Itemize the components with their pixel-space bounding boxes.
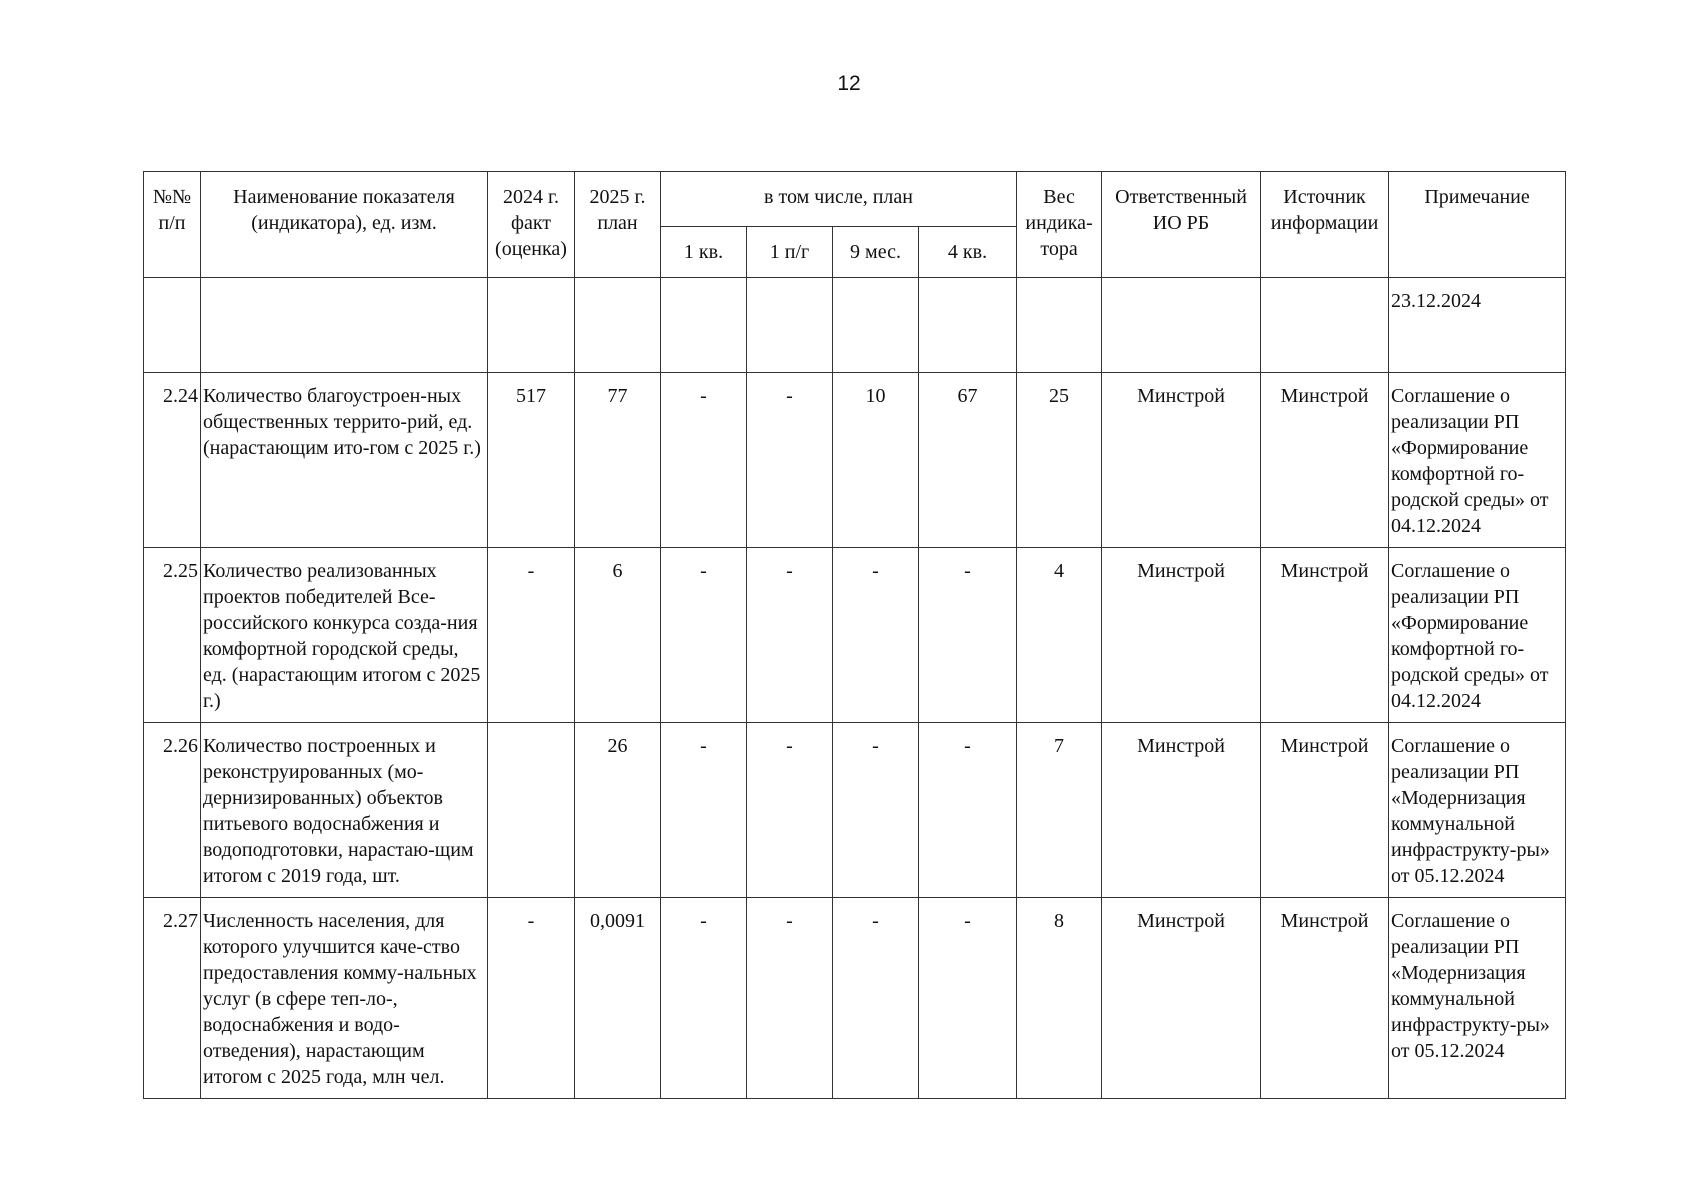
header-9-months: 9 мес.: [833, 227, 919, 278]
table-row: [144, 373, 1566, 548]
cell-source: Минстрой: [1261, 723, 1389, 898]
cell-q1: -: [661, 898, 747, 1099]
cell-fact-2024: 517: [488, 373, 575, 548]
header-note: Примечание: [1389, 172, 1566, 278]
cell-name: Количество благоустроен-ных общественных террито-рий, ед. (нарастающим ито-гом с 2025 г.): [201, 373, 488, 548]
cell-plan-2025: 6: [575, 548, 661, 723]
cell-h1: -: [747, 548, 833, 723]
header-responsible: Ответственный ИО РБ: [1102, 172, 1261, 278]
cell-num: 2.26: [144, 723, 201, 898]
cell-note: Соглашение о реализации РП «Модернизация коммунальной инфраструкту-ры» от 05.12.2024: [1389, 898, 1566, 1099]
table-row: [144, 548, 1566, 723]
cell-weight: 25: [1017, 373, 1102, 548]
cell-weight: 7: [1017, 723, 1102, 898]
cell-h1: -: [747, 373, 833, 548]
cell-num: 2.27: [144, 898, 201, 1099]
cell-num: [144, 278, 201, 373]
cell-h1: -: [747, 723, 833, 898]
header-name: Наименование показателя (индикатора), ед. изм.: [201, 172, 488, 278]
cell-h1: -: [747, 898, 833, 1099]
cell-plan-2025: [575, 278, 661, 373]
cell-note: 23.12.2024: [1389, 278, 1566, 373]
cell-q4: [919, 278, 1017, 373]
cell-weight: 4: [1017, 548, 1102, 723]
cell-source: [1261, 278, 1389, 373]
cell-source: Минстрой: [1261, 373, 1389, 548]
header-q4: 4 кв.: [919, 227, 1017, 278]
cell-name: [201, 278, 488, 373]
cell-responsible: Минстрой: [1102, 373, 1261, 548]
header-fact-2024: 2024 г. факт (оценка): [488, 172, 575, 278]
cell-responsible: [1102, 278, 1261, 373]
cell-name: Количество построенных и реконструированных (мо-дернизированных) объектов питьевого водоснабжения и водоподготовки, нарастаю-щим итогом с 2019 года, шт.: [201, 723, 488, 898]
cell-weight: 8: [1017, 898, 1102, 1099]
cell-q1: [661, 278, 747, 373]
cell-h1: [747, 278, 833, 373]
cell-responsible: Минстрой: [1102, 898, 1261, 1099]
table-header: [144, 172, 1566, 278]
cell-q1: -: [661, 548, 747, 723]
cell-name: Количество реализованных проектов победителей Все-российского конкурса созда-ния комфортной городской среды, ед. (нарастающим итогом с 2025 г.): [201, 548, 488, 723]
cell-responsible: Минстрой: [1102, 723, 1261, 898]
cell-num: 2.25: [144, 548, 201, 723]
cell-q4: 67: [919, 373, 1017, 548]
table-row: [144, 898, 1566, 1099]
header-num: №№ п/п: [144, 172, 201, 278]
cell-responsible: Минстрой: [1102, 548, 1261, 723]
cell-9-months: -: [833, 723, 919, 898]
cell-fact-2024: -: [488, 898, 575, 1099]
cell-fact-2024: -: [488, 548, 575, 723]
table-row-continued: [144, 278, 1566, 373]
cell-q1: -: [661, 373, 747, 548]
cell-source: Минстрой: [1261, 898, 1389, 1099]
header-h1: 1 п/г: [747, 227, 833, 278]
header-source: Источник информации: [1261, 172, 1389, 278]
header-weight: Вес индика-тора: [1017, 172, 1102, 278]
cell-q4: -: [919, 898, 1017, 1099]
cell-fact-2024: [488, 723, 575, 898]
cell-9-months: 10: [833, 373, 919, 548]
cell-plan-2025: 26: [575, 723, 661, 898]
cell-num: 2.24: [144, 373, 201, 548]
cell-weight: [1017, 278, 1102, 373]
cell-note: Соглашение о реализации РП «Модернизация коммунальной инфраструкту-ры» от 05.12.2024: [1389, 723, 1566, 898]
cell-note: Соглашение о реализации РП «Формирование комфортной го-родской среды» от 04.12.2024: [1389, 373, 1566, 548]
cell-name: Численность населения, для которого улучшится каче-ство предоставления комму-нальных услуг (в сфере теп-ло-, водоснабжения и водо-отведения), нарастающим итогом с 2025 года, млн чел.: [201, 898, 488, 1099]
cell-9-months: -: [833, 548, 919, 723]
table-body: [144, 278, 1566, 1099]
cell-plan-2025: 77: [575, 373, 661, 548]
cell-q4: -: [919, 548, 1017, 723]
cell-9-months: [833, 278, 919, 373]
header-plan-2025: 2025 г. план: [575, 172, 661, 278]
indicators-table: [143, 171, 1566, 1099]
cell-q1: -: [661, 723, 747, 898]
cell-plan-2025: 0,0091: [575, 898, 661, 1099]
page-number: 12: [837, 72, 861, 95]
table-row: [144, 723, 1566, 898]
cell-q4: -: [919, 723, 1017, 898]
header-including-plan: в том числе, план: [661, 172, 1017, 227]
header-q1: 1 кв.: [661, 227, 747, 278]
cell-source: Минстрой: [1261, 548, 1389, 723]
cell-fact-2024: [488, 278, 575, 373]
cell-9-months: -: [833, 898, 919, 1099]
cell-note: Соглашение о реализации РП «Формирование комфортной го-родской среды» от 04.12.2024: [1389, 548, 1566, 723]
